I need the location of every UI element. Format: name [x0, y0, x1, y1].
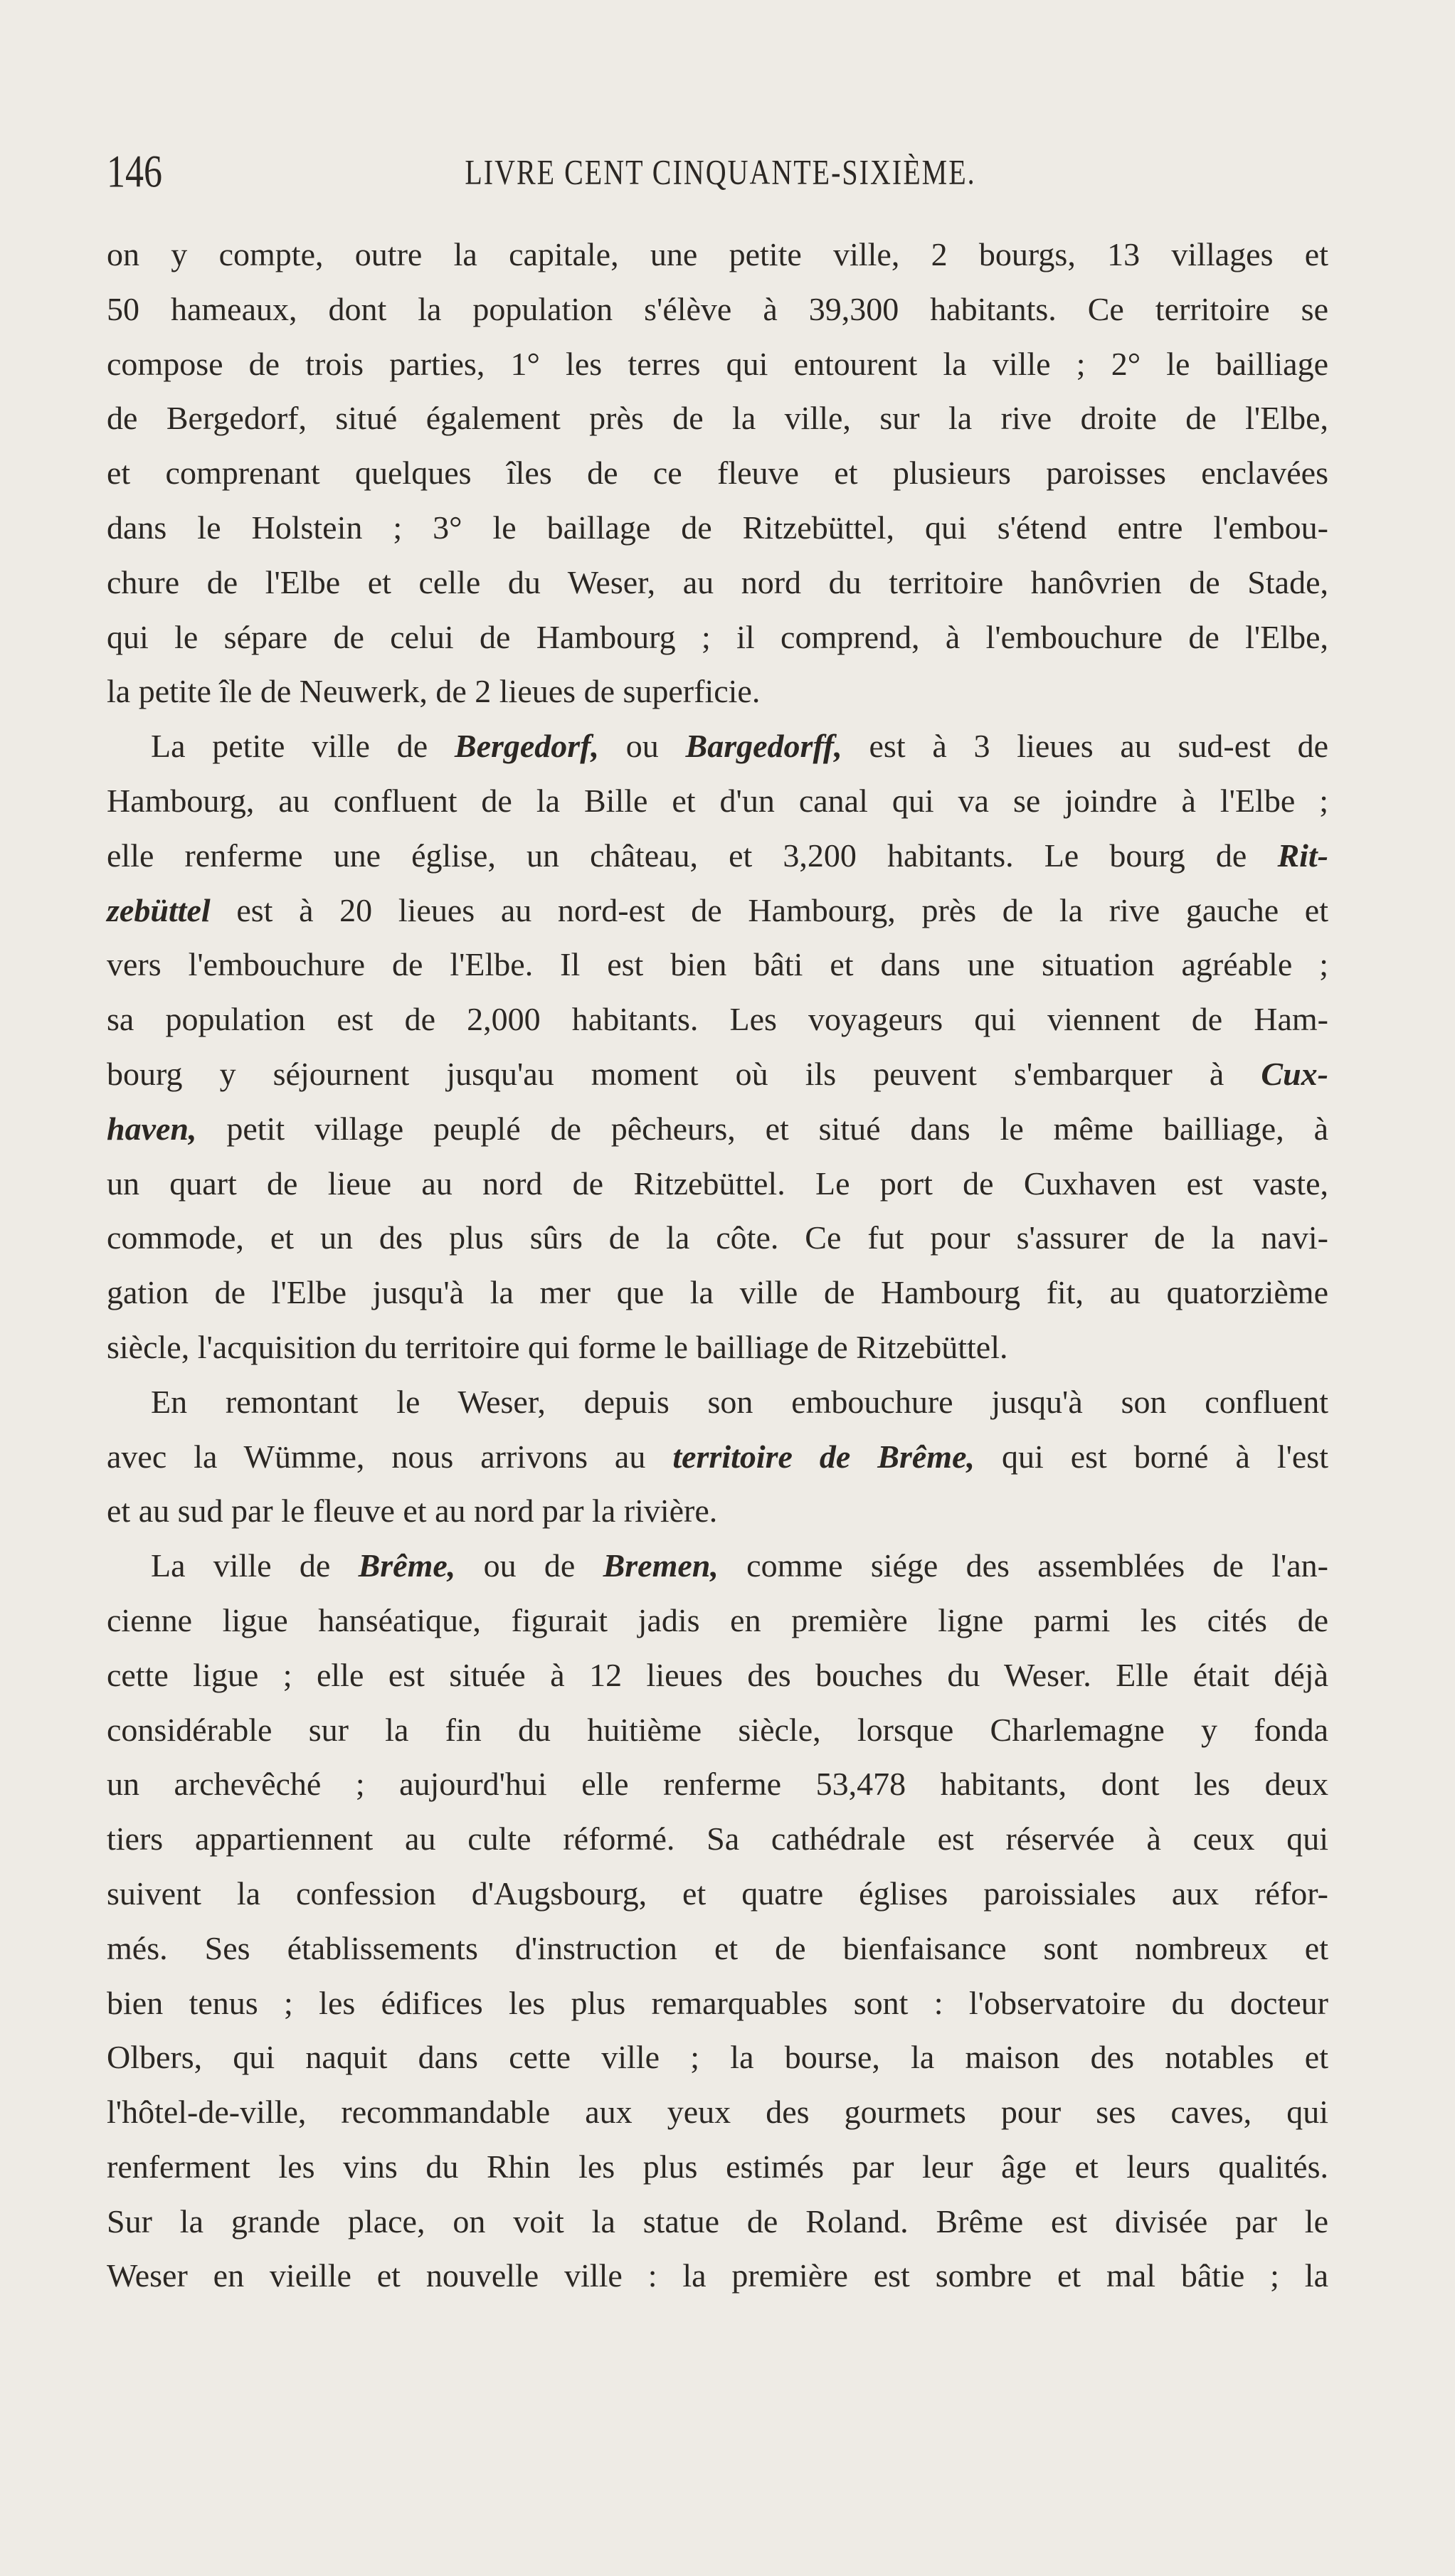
- italic-text: zebüttel: [107, 891, 211, 928]
- text-segment: siècle, l'acquisition du territoire qui forme le bailliage de Ritzebüttel.: [107, 1328, 1008, 1365]
- text-segment: est à 3 lieues au sud-est de: [842, 728, 1329, 765]
- text-line: [107, 1757, 1328, 1812]
- text-segment: petit village peuplé de pêcheurs, et situé dans le même bailliage, à: [196, 1110, 1328, 1147]
- text-line: [107, 664, 1328, 719]
- text-segment: suivent la confession d'Augsbourg, et quatre églises paroissiales aux réfor-: [107, 1875, 1328, 1912]
- text-line: [107, 2085, 1328, 2140]
- text-line: [107, 992, 1328, 1047]
- text-segment: renferment les vins du Rhin les plus estimés par leur âge et leurs qualités.: [107, 2148, 1328, 2185]
- text-segment: ou de: [455, 1547, 603, 1584]
- text-line: [107, 1102, 1328, 1157]
- text-line: [107, 1703, 1328, 1758]
- text-line: [107, 938, 1328, 992]
- text-line: [107, 1375, 1328, 1430]
- text-segment: ou: [599, 728, 686, 765]
- text-segment: un archevêché ; aujourd'hui elle renferme 53,478 habitants, dont les deux: [107, 1766, 1328, 1803]
- text-segment: et comprenant quelques îles de ce fleuve et plusieurs paroisses enclavées: [107, 455, 1328, 492]
- text-segment: considérable sur la fin du huitième siècle, lorsque Charlemagne y fonda: [107, 1711, 1328, 1748]
- page-number: 146: [107, 147, 162, 198]
- text-segment: bien tenus ; les édifices les plus remarquables sont : l'observatoire du docteur: [107, 1984, 1328, 2021]
- text-segment: Weser en vieille et nouvelle ville : la première est sombre et mal bâtie ; la: [107, 2257, 1328, 2294]
- text-segment: Olbers, qui naquit dans cette ville ; la bourse, la maison des notables et: [107, 2039, 1328, 2076]
- text-line: [107, 1211, 1328, 1266]
- text-segment: la petite île de Neuwerk, de 2 lieues de superficie.: [107, 673, 761, 710]
- text-segment: Hambourg, au confluent de la Bille et d'un canal qui va se joindre à l'Elbe ;: [107, 782, 1328, 819]
- running-head-text: LIVRE CENT CINQUANTE-SIXIÈME.: [465, 152, 976, 192]
- text-segment: qui le sépare de celui de Hambourg ; il comprend, à l'embouchure de l'Elbe,: [107, 618, 1328, 655]
- text-line: [107, 1867, 1328, 1922]
- text-segment: gation de l'Elbe jusqu'à la mer que la ville de Hambourg fit, au quatorzième: [107, 1274, 1328, 1311]
- text-segment: sa population est de 2,000 habitants. Les voyageurs qui viennent de Ham-: [107, 1001, 1328, 1038]
- text-line: [107, 282, 1328, 337]
- italic-text: Rit-: [1277, 837, 1328, 874]
- text-segment: avec la Wümme, nous arrivons au: [107, 1438, 673, 1475]
- text-line: [107, 2249, 1328, 2304]
- text-line: [107, 1594, 1328, 1648]
- text-segment: Sur la grande place, on voit la statue de Roland. Brême est divisée par le: [107, 2203, 1328, 2240]
- text-segment: de Bergedorf, situé également près de la ville, sur la rive droite de l'Elbe,: [107, 400, 1328, 437]
- text-line: [107, 829, 1328, 884]
- text-segment: est à 20 lieues au nord-est de Hambourg, près de la rive gauche et: [210, 891, 1328, 928]
- text-line: [107, 1430, 1328, 1485]
- text-segment: La ville de: [151, 1547, 359, 1584]
- text-line: [107, 774, 1328, 829]
- text-segment: bourg y séjournent jusqu'au moment où ils peuvent s'embarquer à: [107, 1055, 1261, 1092]
- text-segment: chure de l'Elbe et celle du Weser, au nord du territoire hanôvrien de Stade,: [107, 563, 1328, 600]
- italic-text: haven,: [107, 1110, 197, 1147]
- text-segment: cienne ligue hanséatique, figurait jadis en première ligne parmi les cités de: [107, 1601, 1328, 1638]
- text-line: [107, 884, 1328, 938]
- text-line: [107, 1648, 1328, 1703]
- text-line: [107, 610, 1328, 665]
- text-line: [107, 1320, 1328, 1375]
- text-segment: La petite ville de: [151, 728, 455, 765]
- text-segment: 50 hameaux, dont la population s'élève à 39,300 habitants. Ce territoire se: [107, 290, 1328, 327]
- text-line: [107, 1484, 1328, 1539]
- text-segment: comme siége des assemblées de l'an-: [718, 1547, 1328, 1584]
- text-line: [107, 2140, 1328, 2195]
- text-segment: En remontant le Weser, depuis son embouchure jusqu'à son confluent: [151, 1383, 1328, 1420]
- italic-text: Cux-: [1261, 1055, 1328, 1092]
- italic-text: Bargedorff,: [685, 728, 842, 765]
- text-segment: on y compte, outre la capitale, une petite ville, 2 bourgs, 13 villages et: [107, 236, 1328, 272]
- text-segment: vers l'embouchure de l'Elbe. Il est bien bâti et dans une situation agréable ;: [107, 946, 1328, 983]
- text-line: [107, 501, 1328, 556]
- text-segment: cette ligue ; elle est située à 12 lieues des bouches du Weser. Elle était déjà: [107, 1656, 1328, 1693]
- text-line: [107, 446, 1328, 501]
- text-line: [107, 1266, 1328, 1320]
- text-segment: elle renferme une église, un château, et 3,200 habitants. Le bourg de: [107, 837, 1278, 874]
- text-line: [107, 2030, 1328, 2085]
- text-segment: tiers appartiennent au culte réformé. Sa cathédrale est réservée à ceux qui: [107, 1820, 1328, 1857]
- text-segment: et au sud par le fleuve et au nord par la rivière.: [107, 1493, 718, 1530]
- text-segment: més. Ses établissements d'instruction et de bienfaisance sont nombreux et: [107, 1929, 1328, 1966]
- text-line: [107, 1976, 1328, 2031]
- body-text: [107, 228, 1328, 2304]
- italic-text: Bremen,: [603, 1547, 719, 1584]
- text-segment: l'hôtel-de-ville, recommandable aux yeux des gourmets pour ses caves, qui: [107, 2094, 1328, 2131]
- text-line: [107, 1922, 1328, 1976]
- text-segment: un quart de lieue au nord de Ritzebüttel. Le port de Cuxhaven est vaste,: [107, 1165, 1328, 1202]
- text-line: [107, 391, 1328, 446]
- text-line: [107, 719, 1328, 774]
- text-line: [107, 556, 1328, 610]
- text-line: [107, 228, 1328, 282]
- running-head: [0, 152, 1455, 192]
- text-segment: dans le Holstein ; 3° le baillage de Ritzebüttel, qui s'étend entre l'embou-: [107, 509, 1328, 546]
- text-segment: compose de trois parties, 1° les terres qui entourent la ville ; 2° le bailliage: [107, 345, 1328, 382]
- text-line: [107, 2195, 1328, 2249]
- italic-text: Bergedorf,: [454, 728, 600, 765]
- text-segment: qui est borné à l'est: [975, 1438, 1328, 1475]
- text-line: [107, 1157, 1328, 1212]
- italic-text: Brême,: [358, 1547, 456, 1584]
- text-line: [107, 337, 1328, 392]
- text-line: [107, 1812, 1328, 1867]
- text-line: [107, 1539, 1328, 1594]
- italic-text: territoire de Brême,: [672, 1438, 975, 1475]
- text-line: [107, 1047, 1328, 1102]
- text-segment: commode, et un des plus sûrs de la côte. Ce fut pour s'assurer de la navi-: [107, 1219, 1328, 1256]
